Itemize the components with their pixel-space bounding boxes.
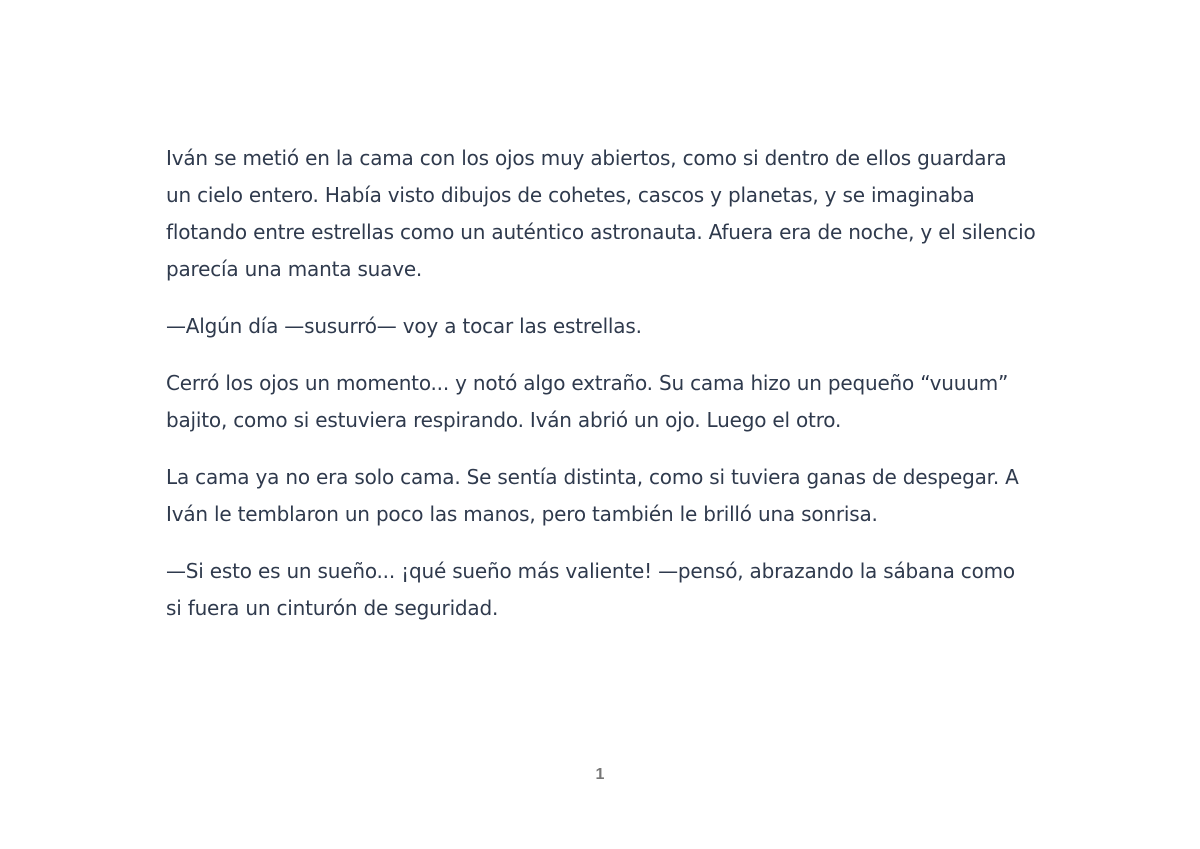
paragraph-4: La cama ya no era solo cama. Se sentía distinta, como si tuviera ganas de despegar. A Iván le temblaron un poco las manos, pero también le brilló una sonrisa. [166, 465, 1019, 526]
paragraph-5: —Si esto es un sueño... ¡qué sueño más valiente! —pensó, abrazando la sábana como si fuera un cinturón de seguridad. [166, 559, 1015, 620]
page-number: 1 [595, 766, 605, 783]
paragraph-1: Iván se metió en la cama con los ojos muy abiertos, como si dentro de ellos guardara un cielo entero. Había visto dibujos de cohetes, cascos y planetas, y se imaginaba flotando entre estrellas como un auténtico astronauta. Afuera era de noche, y el silencio parecía una manta suave. [166, 146, 1036, 281]
paragraph-3: Cerró los ojos un momento... y notó algo extraño. Su cama hizo un pequeño “vuuum” bajito, como si estuviera respirando. Iván abrió un ojo. Luego el otro. [166, 371, 1009, 432]
paragraph-2: —Algún día —susurró— voy a tocar las estrellas. [166, 314, 642, 338]
story-body [166, 140, 1036, 647]
